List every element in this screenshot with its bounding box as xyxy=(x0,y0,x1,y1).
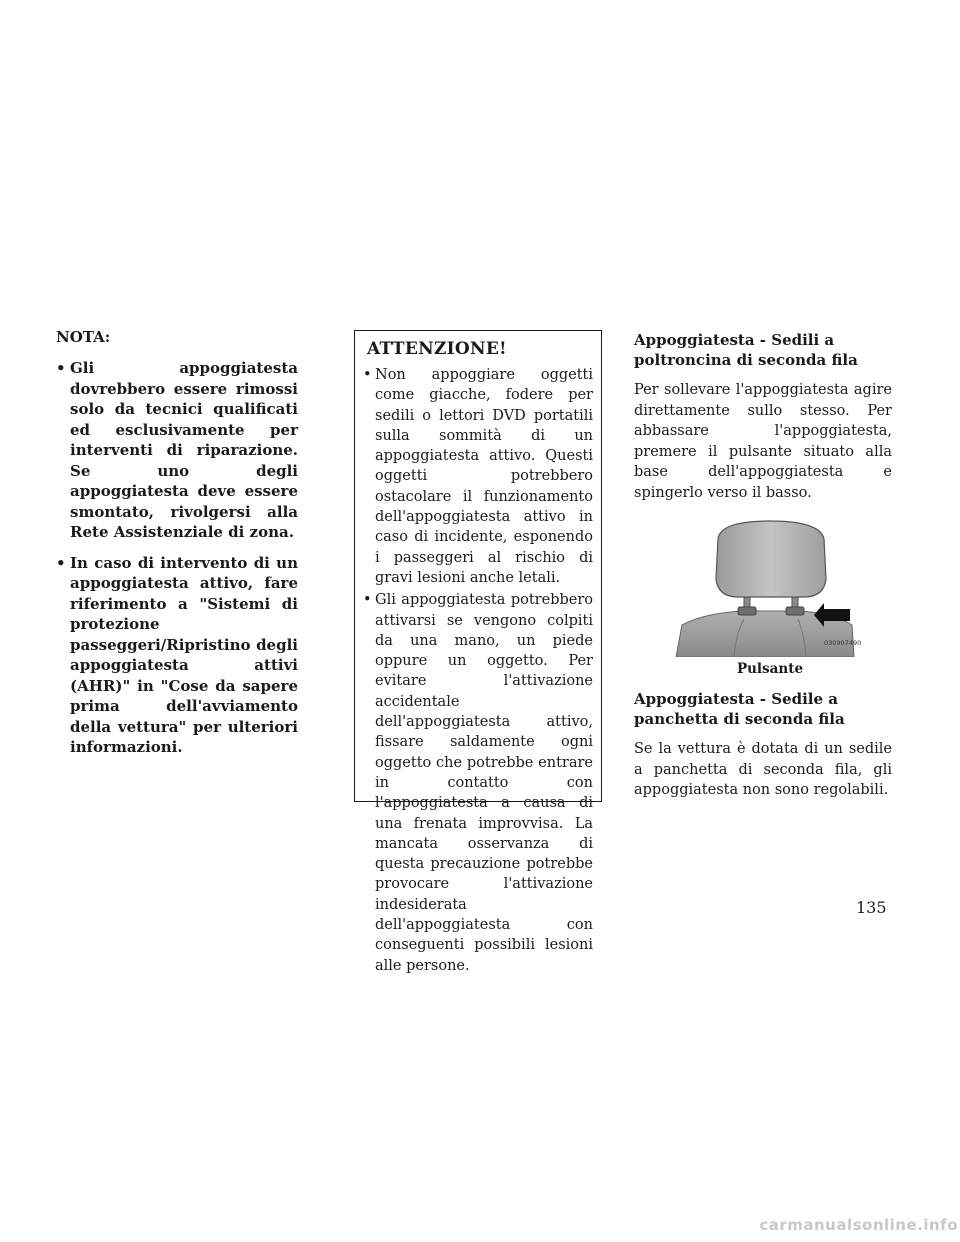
watermark: carmanualsonline.info xyxy=(759,1216,958,1234)
page-number: 135 xyxy=(856,898,887,917)
section-heading-poltroncina: Appoggiatesta - Sedili a poltroncina di seconda fila xyxy=(634,331,858,369)
figure-caption: Pulsante xyxy=(736,661,804,677)
right-column xyxy=(634,330,892,815)
nota-item-2: • In caso di intervento di un appoggiatesta attivo, fare riferimento a "Sistemi di protezione passeggeri/Ripristino degli appoggiatesta attivi (AHR)" in "Cose da sapere prima dell'avviamento della vettura" per ulteriori informazioni. xyxy=(56,553,298,758)
warning-item-1: • Non appoggiare oggetti come giacche, fodere per sedili o lettori DVD portatili sulla sommità di un appoggiatesta attivo. Questi oggetti potrebbero ostacolare il funzionamento dell'appoggiatesta attivo in caso di incidente, esponendo i passeggeri al rischio di gravi lesioni anche letali. xyxy=(363,365,593,588)
nota-section xyxy=(56,328,298,768)
section-text-poltroncina: Per sollevare l'appoggiatesta agire direttamente sullo stesso. Per abbassare l'appoggiatesta, premere il pulsante situato alla base dell'appoggiatesta e spingerlo verso il basso. xyxy=(634,382,892,501)
nota-list xyxy=(56,358,298,758)
headrest-figure xyxy=(674,517,866,677)
nota-item-1: • Gli appoggiatesta dovrebbero essere rimossi solo da tecnici qualificati ed esclusivamente per interventi di riparazione. Se uno degli appoggiatesta deve essere smontato, rivolgersi alla Rete Assistenziale di zona. xyxy=(56,358,298,543)
figure-code: 030907490 xyxy=(824,639,862,647)
headrest-illustration xyxy=(674,517,866,657)
warning-title: ATTENZIONE! xyxy=(367,339,507,359)
section-heading-panchetta: Appoggiatesta - Sedile a panchetta di seconda fila xyxy=(634,690,845,728)
warning-list xyxy=(363,365,593,976)
warning-item-2: • Gli appoggiatesta potrebbero attivarsi se vengono colpiti da una mano, un piede oppure un oggetto. Per evitare l'attivazione accidentale dell'appoggiatesta attivo, fissare saldamente ogni oggetto che potrebbe entrare in contatto con l'appoggiatesta a causa di una frenata improvvisa. La mancata osservanza di questa precauzione potrebbe provocare l'attivazione indesiderata dell'appoggiatesta con conseguenti possibili lesioni alle persone. xyxy=(363,590,593,976)
section-text-panchetta: Se la vettura è dotata di un sedile a panchetta di seconda fila, gli appoggiatesta non sono regolabili. xyxy=(634,741,892,798)
warning-box xyxy=(354,330,602,974)
nota-label: NOTA: xyxy=(56,328,111,346)
